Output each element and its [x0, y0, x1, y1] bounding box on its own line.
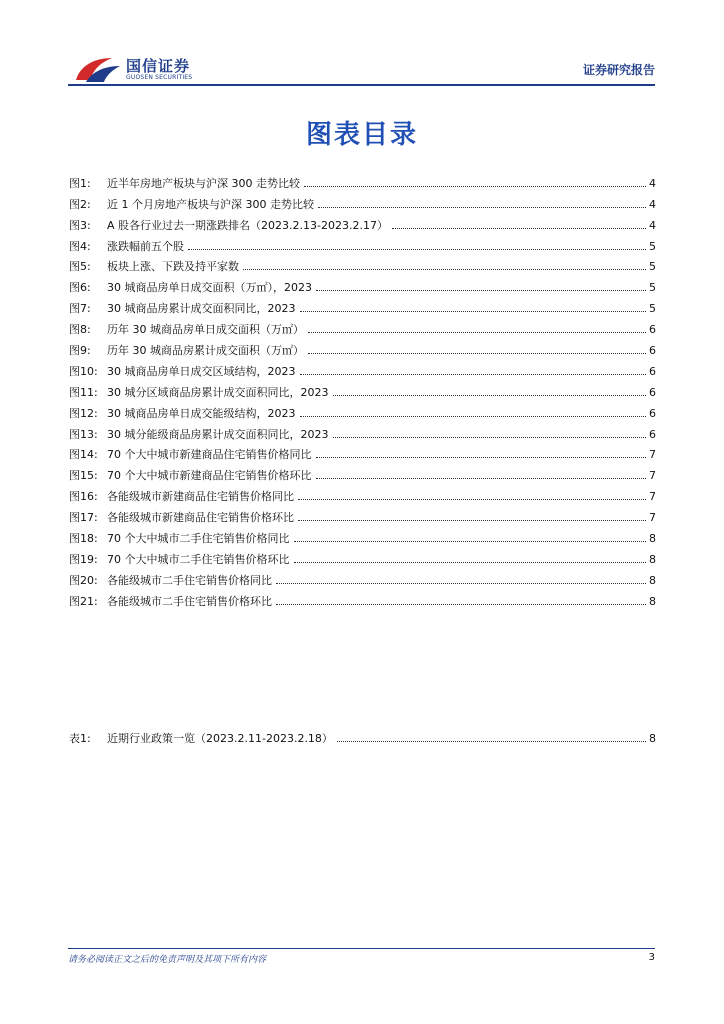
toc-entry-title: 70 个大中城市新建商品住宅销售价格环比: [107, 469, 312, 483]
brand-name-cn: 国信证券: [126, 57, 191, 75]
report-type-label: 证券研究报告: [582, 63, 655, 77]
toc-entry-number: 图11:: [69, 385, 98, 399]
toc-entry[interactable]: [69, 358, 656, 379]
toc-entry-title: 70 个大中城市二手住宅销售价格环比: [107, 552, 290, 566]
dot-leader: [316, 290, 646, 291]
toc-entry-page: 7: [649, 448, 656, 462]
toc-title: 图表目录: [305, 120, 418, 150]
toc-entry-number: 图1:: [69, 176, 91, 190]
disclaimer-note: 请务必阅读正文之后的免责声明及其项下所有内容: [68, 955, 267, 965]
toc-entry-title: 30 城商品房单日成交区域结构，2023: [107, 364, 296, 378]
toc-entry-page: 6: [649, 427, 656, 441]
toc-entry-number: 图6:: [69, 281, 91, 295]
dot-leader: [333, 437, 647, 438]
toc-entry-number: 图4:: [69, 239, 91, 253]
toc-entry-page: 5: [649, 302, 656, 316]
toc-entry[interactable]: [69, 588, 656, 609]
header-divider: [68, 84, 655, 86]
toc-entry[interactable]: [69, 400, 656, 421]
toc-entry-page: 6: [649, 323, 656, 337]
toc-entry[interactable]: [69, 525, 656, 546]
dot-leader: [300, 374, 647, 375]
toc-entry-number: 图14:: [69, 448, 98, 462]
toc-entry-number: 图21:: [69, 594, 98, 608]
toc-entry-page: 5: [649, 260, 656, 274]
toc-entry-title: 近 1 个月房地产板块与沪深 300 走势比较: [107, 197, 314, 211]
toc-entry[interactable]: [69, 170, 656, 191]
toc-entry-page: 8: [649, 573, 656, 587]
dot-leader: [243, 269, 646, 270]
toc-entry-title: 各能级城市新建商品住宅销售价格环比: [107, 511, 294, 525]
toc-entry[interactable]: [69, 725, 656, 746]
dot-leader: [333, 395, 647, 396]
toc-entry[interactable]: [69, 442, 656, 463]
toc-entry-page: 7: [649, 469, 656, 483]
toc-entry-number: 图19:: [69, 552, 98, 566]
dot-leader: [298, 499, 646, 500]
dot-leader: [337, 741, 646, 742]
toc-entry-title: 70 个大中城市二手住宅销售价格同比: [107, 532, 290, 546]
toc-entry-number: 图13:: [69, 427, 98, 441]
toc-entry-page: 6: [649, 344, 656, 358]
dot-leader: [316, 478, 647, 479]
toc-entry-number: 图5:: [69, 260, 91, 274]
brand-name-en: GUOSEN SECURITIES: [126, 74, 193, 81]
toc-entry[interactable]: [69, 191, 656, 212]
toc-entry-number: 图2:: [69, 197, 91, 211]
dot-leader: [294, 541, 647, 542]
toc-entry[interactable]: [69, 504, 656, 525]
toc-entry-title: 各能级城市二手住宅销售价格环比: [107, 594, 272, 608]
toc-entry[interactable]: [69, 462, 656, 483]
toc-entry-page: 8: [649, 731, 656, 745]
toc-entry-number: 表1:: [69, 731, 91, 745]
toc-entry-title: 板块上涨、下跌及持平家数: [107, 260, 239, 274]
toc-entry-page: 8: [649, 532, 656, 546]
dot-leader: [294, 562, 647, 563]
toc-entry-title: 历年 30 城商品房单日成交面积（万㎡）: [107, 323, 304, 337]
toc-entry[interactable]: [69, 567, 656, 588]
toc-entry[interactable]: [69, 295, 656, 316]
toc-entry-page: 8: [649, 552, 656, 566]
page-number: 3: [648, 952, 655, 963]
toc-entry-title: 30 城商品房单日成交面积（万㎡），2023: [107, 281, 312, 295]
footer-divider: [68, 948, 655, 949]
dot-leader: [298, 520, 646, 521]
toc-entry[interactable]: [69, 421, 656, 442]
toc-entry-title: 各能级城市新建商品住宅销售价格同比: [107, 490, 294, 504]
toc-entry-title: 30 城分区域商品房累计成交面积同比，2023: [107, 385, 329, 399]
toc-entry-title: 各能级城市二手住宅销售价格同比: [107, 573, 272, 587]
toc-entry-page: 4: [649, 176, 656, 190]
toc-entry-title: 历年 30 城商品房累计成交面积（万㎡）: [107, 344, 304, 358]
toc-entry[interactable]: [69, 316, 656, 337]
toc-entry[interactable]: [69, 233, 656, 254]
toc-entry-number: 图15:: [69, 469, 98, 483]
toc-entry[interactable]: [69, 379, 656, 400]
dot-leader: [300, 311, 647, 312]
toc-entry[interactable]: [69, 546, 656, 567]
toc-entry-page: 4: [649, 197, 656, 211]
toc-entry-title: 涨跌幅前五个股: [107, 239, 184, 253]
dot-leader: [188, 249, 646, 250]
toc-entry-number: 图10:: [69, 364, 98, 378]
toc-entry-page: 5: [649, 281, 656, 295]
toc-entry-number: 图17:: [69, 511, 98, 525]
figure-toc-list: [69, 170, 656, 609]
toc-entry-page: 7: [649, 490, 656, 504]
toc-entry-title: A 股各行业过去一期涨跌排名（2023.2.13-2023.2.17）: [107, 218, 388, 232]
toc-entry[interactable]: [69, 254, 656, 275]
toc-entry-page: 7: [649, 511, 656, 525]
toc-entry-page: 6: [649, 406, 656, 420]
toc-entry-title: 近期行业政策一览（2023.2.11-2023.2.18）: [107, 731, 333, 745]
toc-entry-title: 30 城商品房单日成交能级结构，2023: [107, 406, 296, 420]
toc-entry-number: 图12:: [69, 406, 98, 420]
toc-entry-number: 图20:: [69, 573, 98, 587]
dot-leader: [304, 186, 646, 187]
toc-entry-number: 图16:: [69, 490, 98, 504]
dot-leader: [276, 604, 646, 605]
toc-entry-title: 30 城商品房累计成交面积同比，2023: [107, 302, 296, 316]
toc-entry-page: 5: [649, 239, 656, 253]
dot-leader: [318, 207, 646, 208]
toc-entry-number: 图18:: [69, 532, 98, 546]
table-toc-list: [69, 725, 656, 746]
toc-entry[interactable]: [69, 274, 656, 295]
toc-entry[interactable]: [69, 483, 656, 504]
toc-entry-title: 近半年房地产板块与沪深 300 走势比较: [107, 176, 300, 190]
dot-leader: [392, 228, 646, 229]
toc-entry-page: 6: [649, 385, 656, 399]
dot-leader: [316, 457, 647, 458]
toc-entry-title: 30 城分能级商品房累计成交面积同比，2023: [107, 427, 329, 441]
dot-leader: [276, 583, 646, 584]
toc-entry-page: 8: [649, 594, 656, 608]
toc-entry-page: 6: [649, 364, 656, 378]
dot-leader: [308, 332, 646, 333]
toc-entry[interactable]: [69, 212, 656, 233]
toc-entry-title: 70 个大中城市新建商品住宅销售价格同比: [107, 448, 312, 462]
toc-entry-number: 图3:: [69, 218, 91, 232]
page-header: [68, 52, 655, 84]
dot-leader: [300, 416, 647, 417]
toc-entry-number: 图9:: [69, 344, 91, 358]
toc-entry-page: 4: [649, 218, 656, 232]
dot-leader: [308, 353, 646, 354]
toc-entry-number: 图7:: [69, 302, 91, 316]
toc-entry[interactable]: [69, 337, 656, 358]
guosen-logo-icon: [72, 52, 122, 84]
toc-entry-number: 图8:: [69, 323, 91, 337]
